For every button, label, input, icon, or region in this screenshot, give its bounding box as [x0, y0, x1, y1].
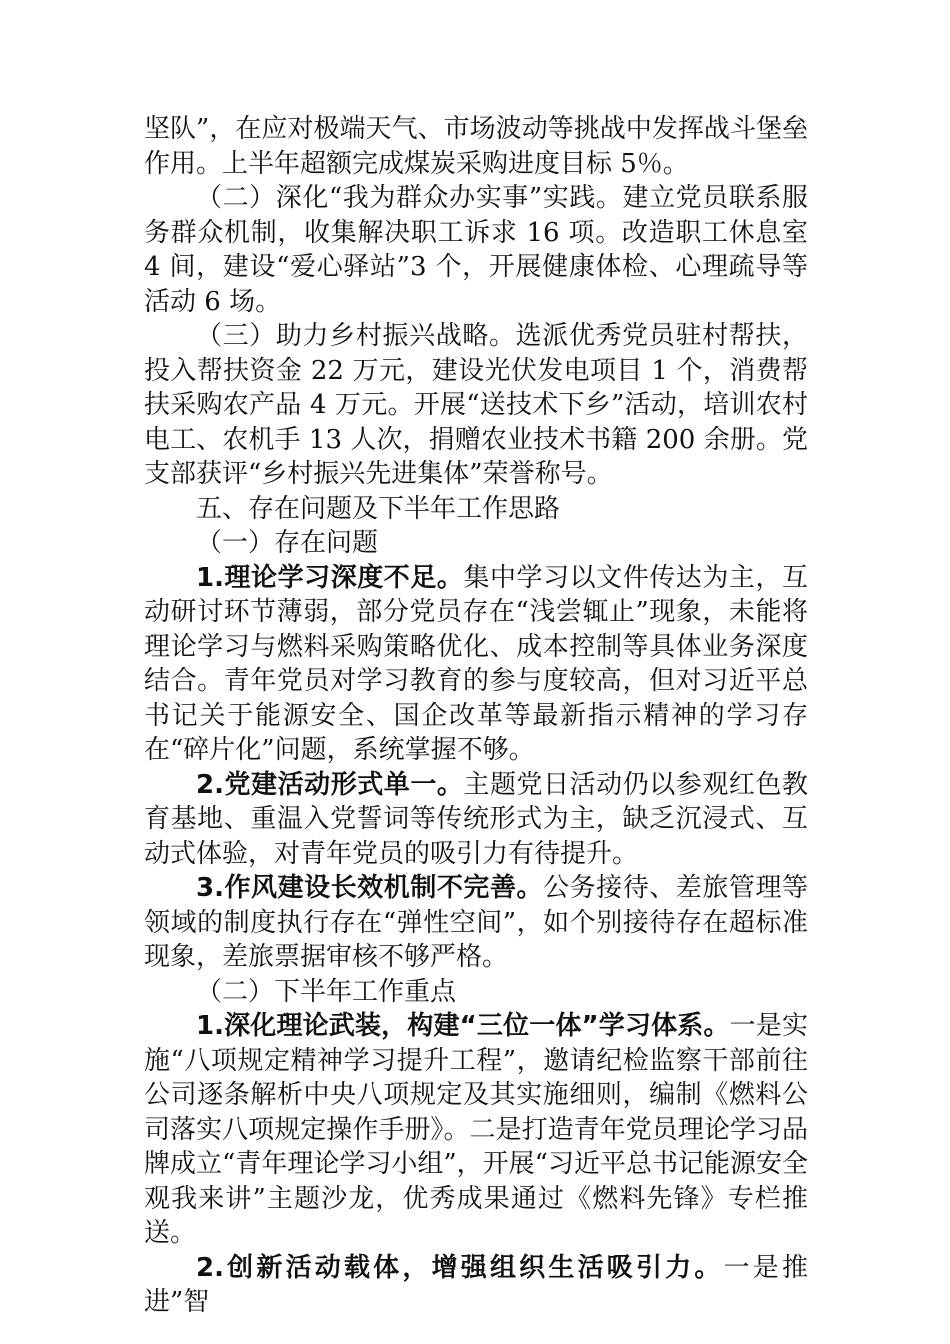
paragraph-continuation: [144, 112, 808, 181]
heading-text: （二）下半年工作重点: [196, 976, 457, 1007]
paragraph-problem-3: [144, 871, 808, 975]
paragraph-text: 一是实施“八项规定精神学习提升工程”，邀请纪检监察干部前往公司逐条解析中央八项规定及其实施细则，编制《燃料公司落实八项规定操作手册》。二是打造青年党员理论学习品牌成立“青年理论学习小组”，开展“习近平总书记能源安全观我来讲”主题沙龙，优秀成果通过《燃料先锋》专栏推送。: [144, 1011, 808, 1248]
paragraph-lead: 1.深化理论武装，构建“三位一体”学习体系。: [196, 1011, 730, 1041]
paragraph-lead: 3.作风建设长效机制不完善。: [196, 873, 544, 903]
paragraph-rural-revitalization: [144, 319, 808, 492]
heading-text: （一）存在问题: [196, 528, 379, 558]
paragraph-problem-1: [144, 561, 808, 768]
paragraph-text: （三）助力乡村振兴战略。选派优秀党员驻村帮扶，投入帮扶资金 22 万元，建设光伏发电项目 1 个，消费帮扶采购农产品 4 万元。开展“送技术下乡”活动，培训农村电工、农机手 13 人次，捐赠农业技术书籍 200 余册。党支部获评“乡村振兴先进集体”荣誉称号。: [144, 321, 808, 489]
paragraph-text: （二）深化“我为群众办实事”实践。建立党员联系服务群众机制，收集解决职工诉求 16 项。改造职工休息室 4 间，建设“爱心驿站”3 个，开展健康体检、心理疏导等活动 6 场。: [144, 183, 808, 317]
paragraph-mass-service: [144, 181, 808, 319]
document-page: [144, 112, 808, 1320]
paragraph-text: 主题党日活动仍以参观红色教育基地、重温入党誓词等传统形式为主，缺乏沉浸式、互动式体验，对青年党员的吸引力有待提升。: [144, 769, 808, 869]
paragraph-text: 坚队”，在应对极端天气、市场波动等挑战中发挥战斗堡垒作用。上半年超额完成煤炭采购进度目标 5％。: [144, 114, 808, 179]
paragraph-text: 集中学习以文件传达为主，互动研讨环节薄弱，部分党员存在“浅尝辄止”现象，未能将理论学习与燃料采购策略优化、成本控制等具体业务深度结合。青年党员对学习教育的参与度较高，但对习近平总书记关于能源安全、国企改革等最新指示精神的学习存在“碎片化”问题，系统掌握不够。: [144, 562, 808, 765]
section-heading-problems-plans: [144, 492, 808, 527]
subheading-work-focus: [144, 975, 808, 1010]
heading-text: 五、存在问题及下半年工作思路: [196, 493, 561, 524]
paragraph-lead: 1.理论学习深度不足。: [196, 562, 464, 593]
paragraph-focus-2: [144, 1251, 808, 1320]
paragraph-focus-1: [144, 1009, 808, 1251]
paragraph-text: 一是推进”智: [144, 1252, 808, 1317]
paragraph-problem-2: [144, 768, 808, 872]
paragraph-lead: 2.党建活动形式单一。: [196, 769, 464, 800]
paragraph-text: 公务接待、差旅管理等领域的制度执行存在“弹性空间”，如个别接待存在超标准现象，差旅票据审核不够严格。: [144, 873, 808, 972]
subheading-existing-problems: [144, 526, 808, 561]
paragraph-lead: 2.创新活动载体，增强组织生活吸引力。: [196, 1252, 724, 1283]
